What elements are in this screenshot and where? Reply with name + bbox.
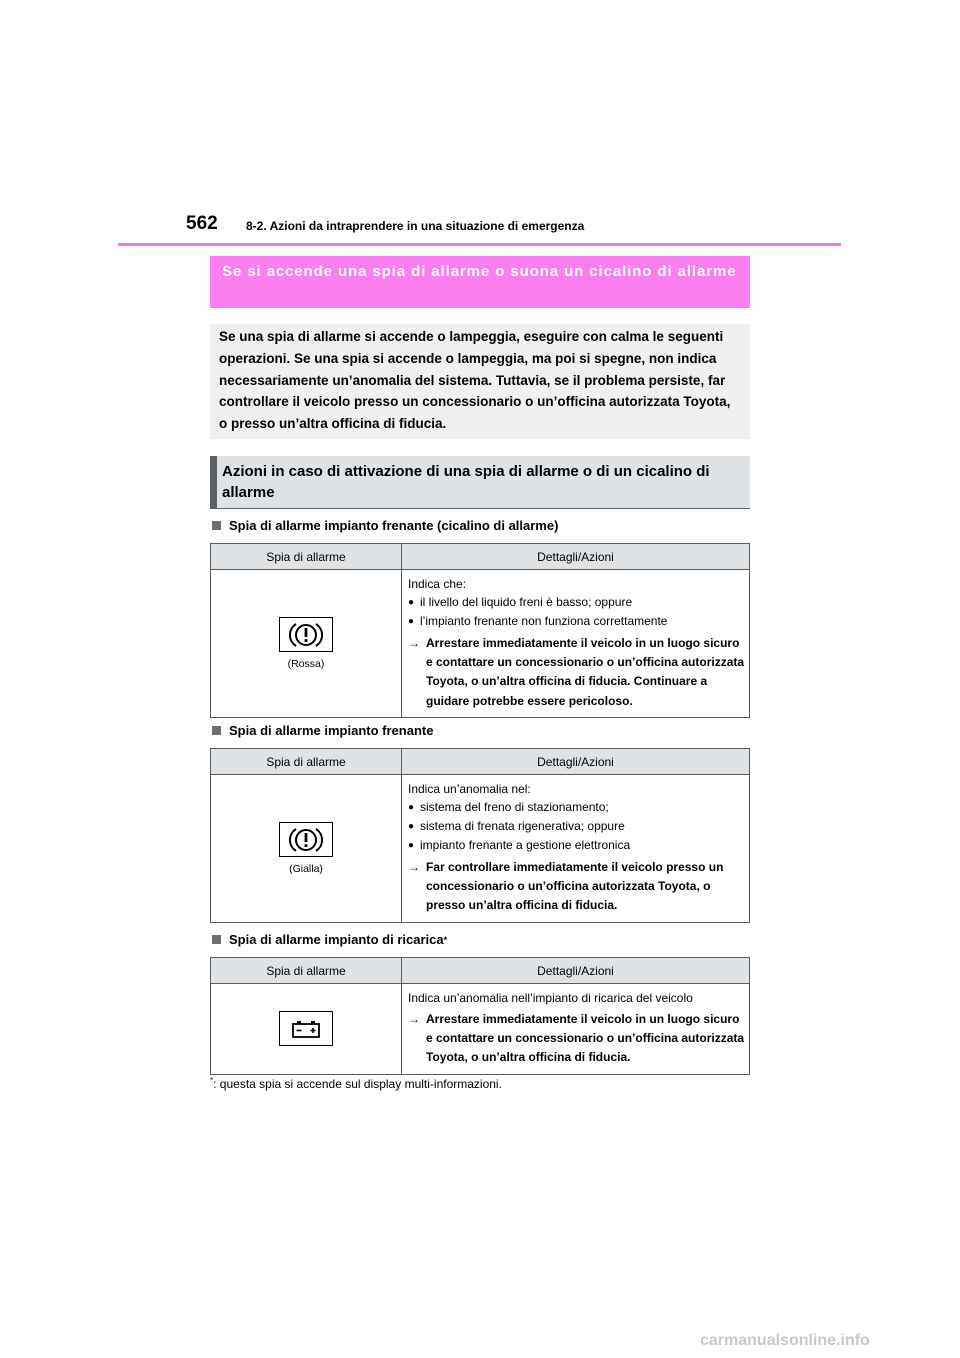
bullet-icon: ● <box>408 840 415 851</box>
action-line <box>408 1010 745 1068</box>
action-text: Far controllare immediatamente il veicolo presso un concessionario o un’officina autorizzata Toyota, o presso un’altra officina di fiducia. <box>426 860 724 913</box>
block-heading-brake-red <box>212 518 558 533</box>
subsection-title: Azioni in caso di attivazione di una spia di allarme o di un cicalino di allarme <box>222 463 710 501</box>
table-header-row <box>211 749 750 775</box>
column-header-details: Dettagli/Azioni <box>402 544 750 570</box>
detail-intro: Indica un’anomalia nel: <box>408 782 531 796</box>
list-item: ● sistema del freno di stazionamento; <box>408 798 745 817</box>
intro-box <box>210 324 750 439</box>
table-row <box>211 570 750 718</box>
column-header-warning: Spia di allarme <box>211 749 402 775</box>
arrow-right-icon: → <box>408 1012 420 1026</box>
section-title-banner <box>210 256 750 308</box>
block-heading-text: Spia di allarme impianto frenante <box>229 723 434 738</box>
table-header-row <box>211 958 750 984</box>
square-bullet-icon <box>212 521 221 530</box>
footnote-text: : questa spia si accende sul display multi-informazioni. <box>213 1077 502 1091</box>
footnote-mark: * <box>210 1076 214 1085</box>
bullet-icon: ● <box>408 802 415 813</box>
square-bullet-icon <box>212 726 221 735</box>
square-bullet-icon <box>212 935 221 944</box>
detail-intro: Indica un’anomalia nell’impianto di ricarica del veicolo <box>408 991 693 1005</box>
detail-intro: Indica che: <box>408 577 467 591</box>
block-heading-charging: Spia di allarme impianto di ricarica * <box>212 932 447 947</box>
column-header-details: Dettagli/Azioni <box>402 749 750 775</box>
bullet-icon: ● <box>408 821 415 832</box>
bullet-icon: ● <box>408 616 415 627</box>
table-row <box>211 775 750 923</box>
footnote <box>210 1076 502 1091</box>
icon-caption: (Rossa) <box>287 657 325 670</box>
intro-text: Se una spia di allarme si accende o lampeggia, eseguire con calma le seguenti operazioni. Se una spia si accende o lampeggia, ma poi si spegne, non indica necessariamente un’anomalia del sistema. Tuttavia, se il problema persiste, far controllare il veicolo presso un concessionario o un’officina autorizzata Toyota, o presso un’altra officina di fiducia. <box>219 329 731 432</box>
column-header-warning: Spia di allarme <box>211 958 402 984</box>
watermark: carmanualsonline.info <box>700 1332 870 1349</box>
details-cell <box>402 570 750 718</box>
section-title: Se si accende una spia di allarme o suona un cicalino di allarme <box>222 263 737 280</box>
action-text: Arrestare immediatamente il veicolo in un luogo sicuro e contattare un concessionario o un’officina autorizzata Toyota, o un’altra officina di fiducia. Continuare a guidare potrebbe essere pericoloso. <box>426 636 745 708</box>
warning-table-brake-yellow <box>210 748 750 923</box>
list-item: ● l’impianto frenante non funziona correttamente <box>408 612 745 631</box>
list-item: ● sistema di frenata rigenerativa; oppure <box>408 817 745 836</box>
block-heading-brake-yellow <box>212 723 433 738</box>
brake-warning-icon <box>279 617 333 652</box>
action-text: Arrestare immediatamente il veicolo in un luogo sicuro e contattare un concessionario o un’officina autorizzata Toyota, o un’altra officina di fiducia. <box>426 1012 745 1065</box>
block-heading-text: Spia di allarme impianto di ricarica <box>229 932 444 947</box>
list-item: ● il livello del liquido freni è basso; oppure <box>408 593 745 612</box>
warning-icon-cell <box>211 570 402 718</box>
warning-table-brake-red <box>210 543 750 718</box>
arrow-right-icon: → <box>408 636 420 650</box>
list-item: ● impianto frenante a gestione elettronica <box>408 836 745 855</box>
warning-icon-cell <box>211 984 402 1075</box>
arrow-right-icon: → <box>408 860 420 874</box>
header-rule <box>118 243 841 246</box>
block-heading-text: Spia di allarme impianto frenante (cicalino di allarme) <box>229 518 559 533</box>
details-cell <box>402 984 750 1075</box>
icon-caption: (Gialla) <box>289 862 323 875</box>
section-header: 8-2. Azioni da intraprendere in una situazione di emergenza <box>246 219 585 233</box>
subsection-title-box <box>210 456 750 509</box>
action-line <box>408 858 745 916</box>
column-header-warning: Spia di allarme <box>211 544 402 570</box>
details-cell <box>402 775 750 923</box>
warning-table-charging <box>210 957 750 1075</box>
page-number: 562 <box>186 213 218 234</box>
column-header-details: Dettagli/Azioni <box>402 958 750 984</box>
bullet-icon: ● <box>408 597 415 608</box>
warning-icon-cell <box>211 775 402 923</box>
table-header-row <box>211 544 750 570</box>
brake-warning-icon <box>279 822 333 857</box>
action-line <box>408 634 745 711</box>
battery-icon <box>279 1011 333 1046</box>
table-row <box>211 984 750 1075</box>
